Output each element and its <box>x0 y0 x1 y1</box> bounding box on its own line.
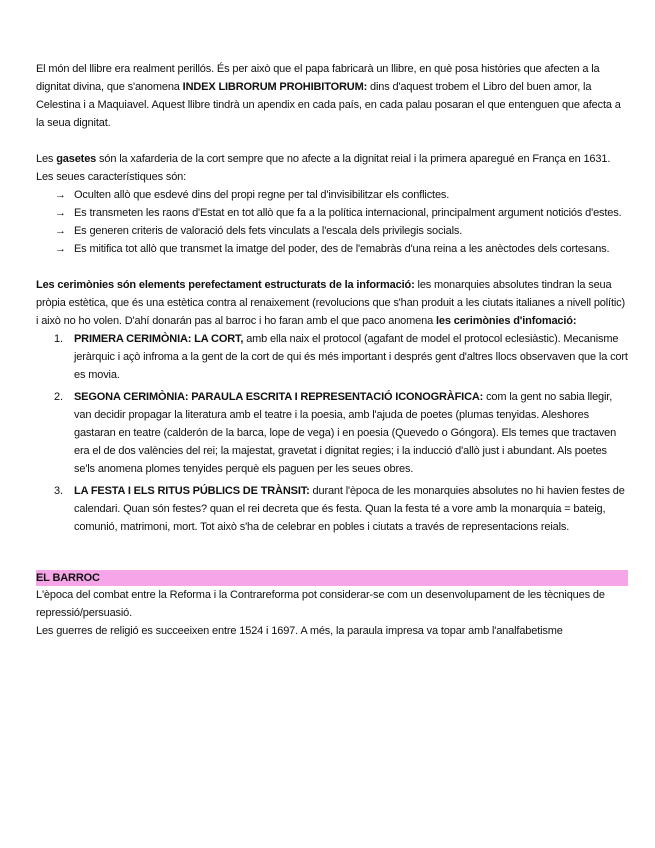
list-item <box>36 222 628 240</box>
ceremony-title: PRIMERA CERIMÒNIA: LA CORT, <box>74 333 244 345</box>
list-item-text: Es generen criteris de valoració dels fets vinculats a l'escala dels privilegis socials. <box>74 225 463 237</box>
arrow-bullet-icon: → <box>55 225 66 237</box>
list-item-text: Es transmeten les raons d'Estat en tot allò que fa a la política internacional, principalment argument noticiós d'estes. <box>74 207 622 219</box>
bold-term: gasetes <box>56 153 97 165</box>
list-number: 3. <box>54 485 63 497</box>
ceremony-text: com la gent no sabia llegir, van decidir propagar la literatura amb el teatre i la poesia, amb l'ajuda de poetes (plumas tenyidas. Aleshores gastaran en teatre (calderón de la barca, lope de vega) i en poesia (Quevedo o Góngora). Els temes que tractaven era el de dos valències del rei; la majestat, gravetat i dignitat regies; i la inducció d'allò just i abundant. Als poetes se'ls anomena plomes tenyides perquè els paguen per les seues obres. <box>74 391 617 475</box>
list-item-text: Es mitifica tot allò que transmet la imatge del poder, des de l'emabràs d'una reina a les anèctodes dels cortesans. <box>74 243 610 255</box>
ceremonies-list <box>36 330 628 536</box>
document-body <box>36 60 628 640</box>
section-heading: EL BARROC <box>36 570 628 586</box>
list-item <box>36 204 628 222</box>
paragraph-index <box>36 60 628 132</box>
text-run: Les <box>36 153 57 165</box>
ceremony-text: durant l'època de les monarquies absolutes no hi havien festes de calendari. Quan són festes? quan el rei decreta que és festa. Quan la festa té a vore amb la monarquia = bateig, comunió, matrimoni, mort. Tot això s'ha de celebrar en pobles i ciutats a través de representacions reials. <box>74 485 625 533</box>
ceremony-title: SEGONA CERIMÒNIA: PARAULA ESCRITA I REPRESENTACIÓ ICONOGRÀFICA: <box>74 391 484 403</box>
list-item <box>36 186 628 204</box>
text-run: El món del llibre era realment perillós. És per això que el papa fabricarà un llibre, en què posa històries que afecten a la dignitat divina, que s'anomena <box>36 63 600 93</box>
paragraph-gasetes <box>36 150 628 186</box>
characteristics-list <box>36 186 628 258</box>
list-item-text: Oculten allò que esdevé dins del propi regne per tal d'invisibilitzar els conflictes. <box>74 189 450 201</box>
paragraph-barroc-1: L'època del combat entre la Reforma i la Contrareforma pot considerar-se com un desenvolupament de les tècniques de repressió/persuasió. <box>36 589 605 619</box>
list-item <box>36 240 628 258</box>
bold-term: les cerimònies d'infomació: <box>435 315 577 327</box>
text-run: són la xafarderia de la cort sempre que no afecte a la dignitat reial i la primera aparegué en França en 1631. Les seues característiques són: <box>36 153 611 183</box>
list-number: 2. <box>54 391 63 403</box>
text-run: dins d'aquest trobem el Libro del buen amor, la Celestina i a Maquiavel. Aquest llibre tindrà un apendix en cada país, en cada palau posaran el que entenguen que afecta a la seua dignitat. <box>36 81 621 129</box>
arrow-bullet-icon: → <box>55 189 66 201</box>
bold-term: Les cerimònies són elements perefectament estructurats de la informació: <box>36 279 415 291</box>
list-item <box>36 330 628 384</box>
text-run: les monarquies absolutes tindran la seua pròpia estètica, que és una estètica contra al renaixement (revolucions que s'han produit a les ciutats italianes a nivell polític) i això no ho volen. D'ahí donarán pas al barroc i ho faran amb el que paco anomena <box>36 279 626 327</box>
ceremony-title: LA FESTA I ELS RITUS PÚBLICS DE TRÀNSIT: <box>74 485 310 497</box>
paragraph-ceremonies <box>36 276 628 330</box>
list-item <box>36 482 628 536</box>
ceremony-text: amb ella naix el protocol (agafant de model el protocol eclesiàstic). Mecanisme jeràrquic i açò infroma a la gent de la cort de qui és més important i després gent d'altres llocs observaven que la cort es movia. <box>74 333 628 381</box>
arrow-bullet-icon: → <box>55 207 66 219</box>
bold-term: INDEX LIBRORUM PROHIBITORUM: <box>182 81 368 93</box>
paragraph-barroc-2: Les guerres de religió es succeeixen entre 1524 i 1697. A més, la paraula impresa va topar amb l'analfabetisme <box>36 625 563 637</box>
arrow-bullet-icon: → <box>55 243 66 255</box>
list-item <box>36 388 628 478</box>
list-number: 1. <box>54 333 63 345</box>
